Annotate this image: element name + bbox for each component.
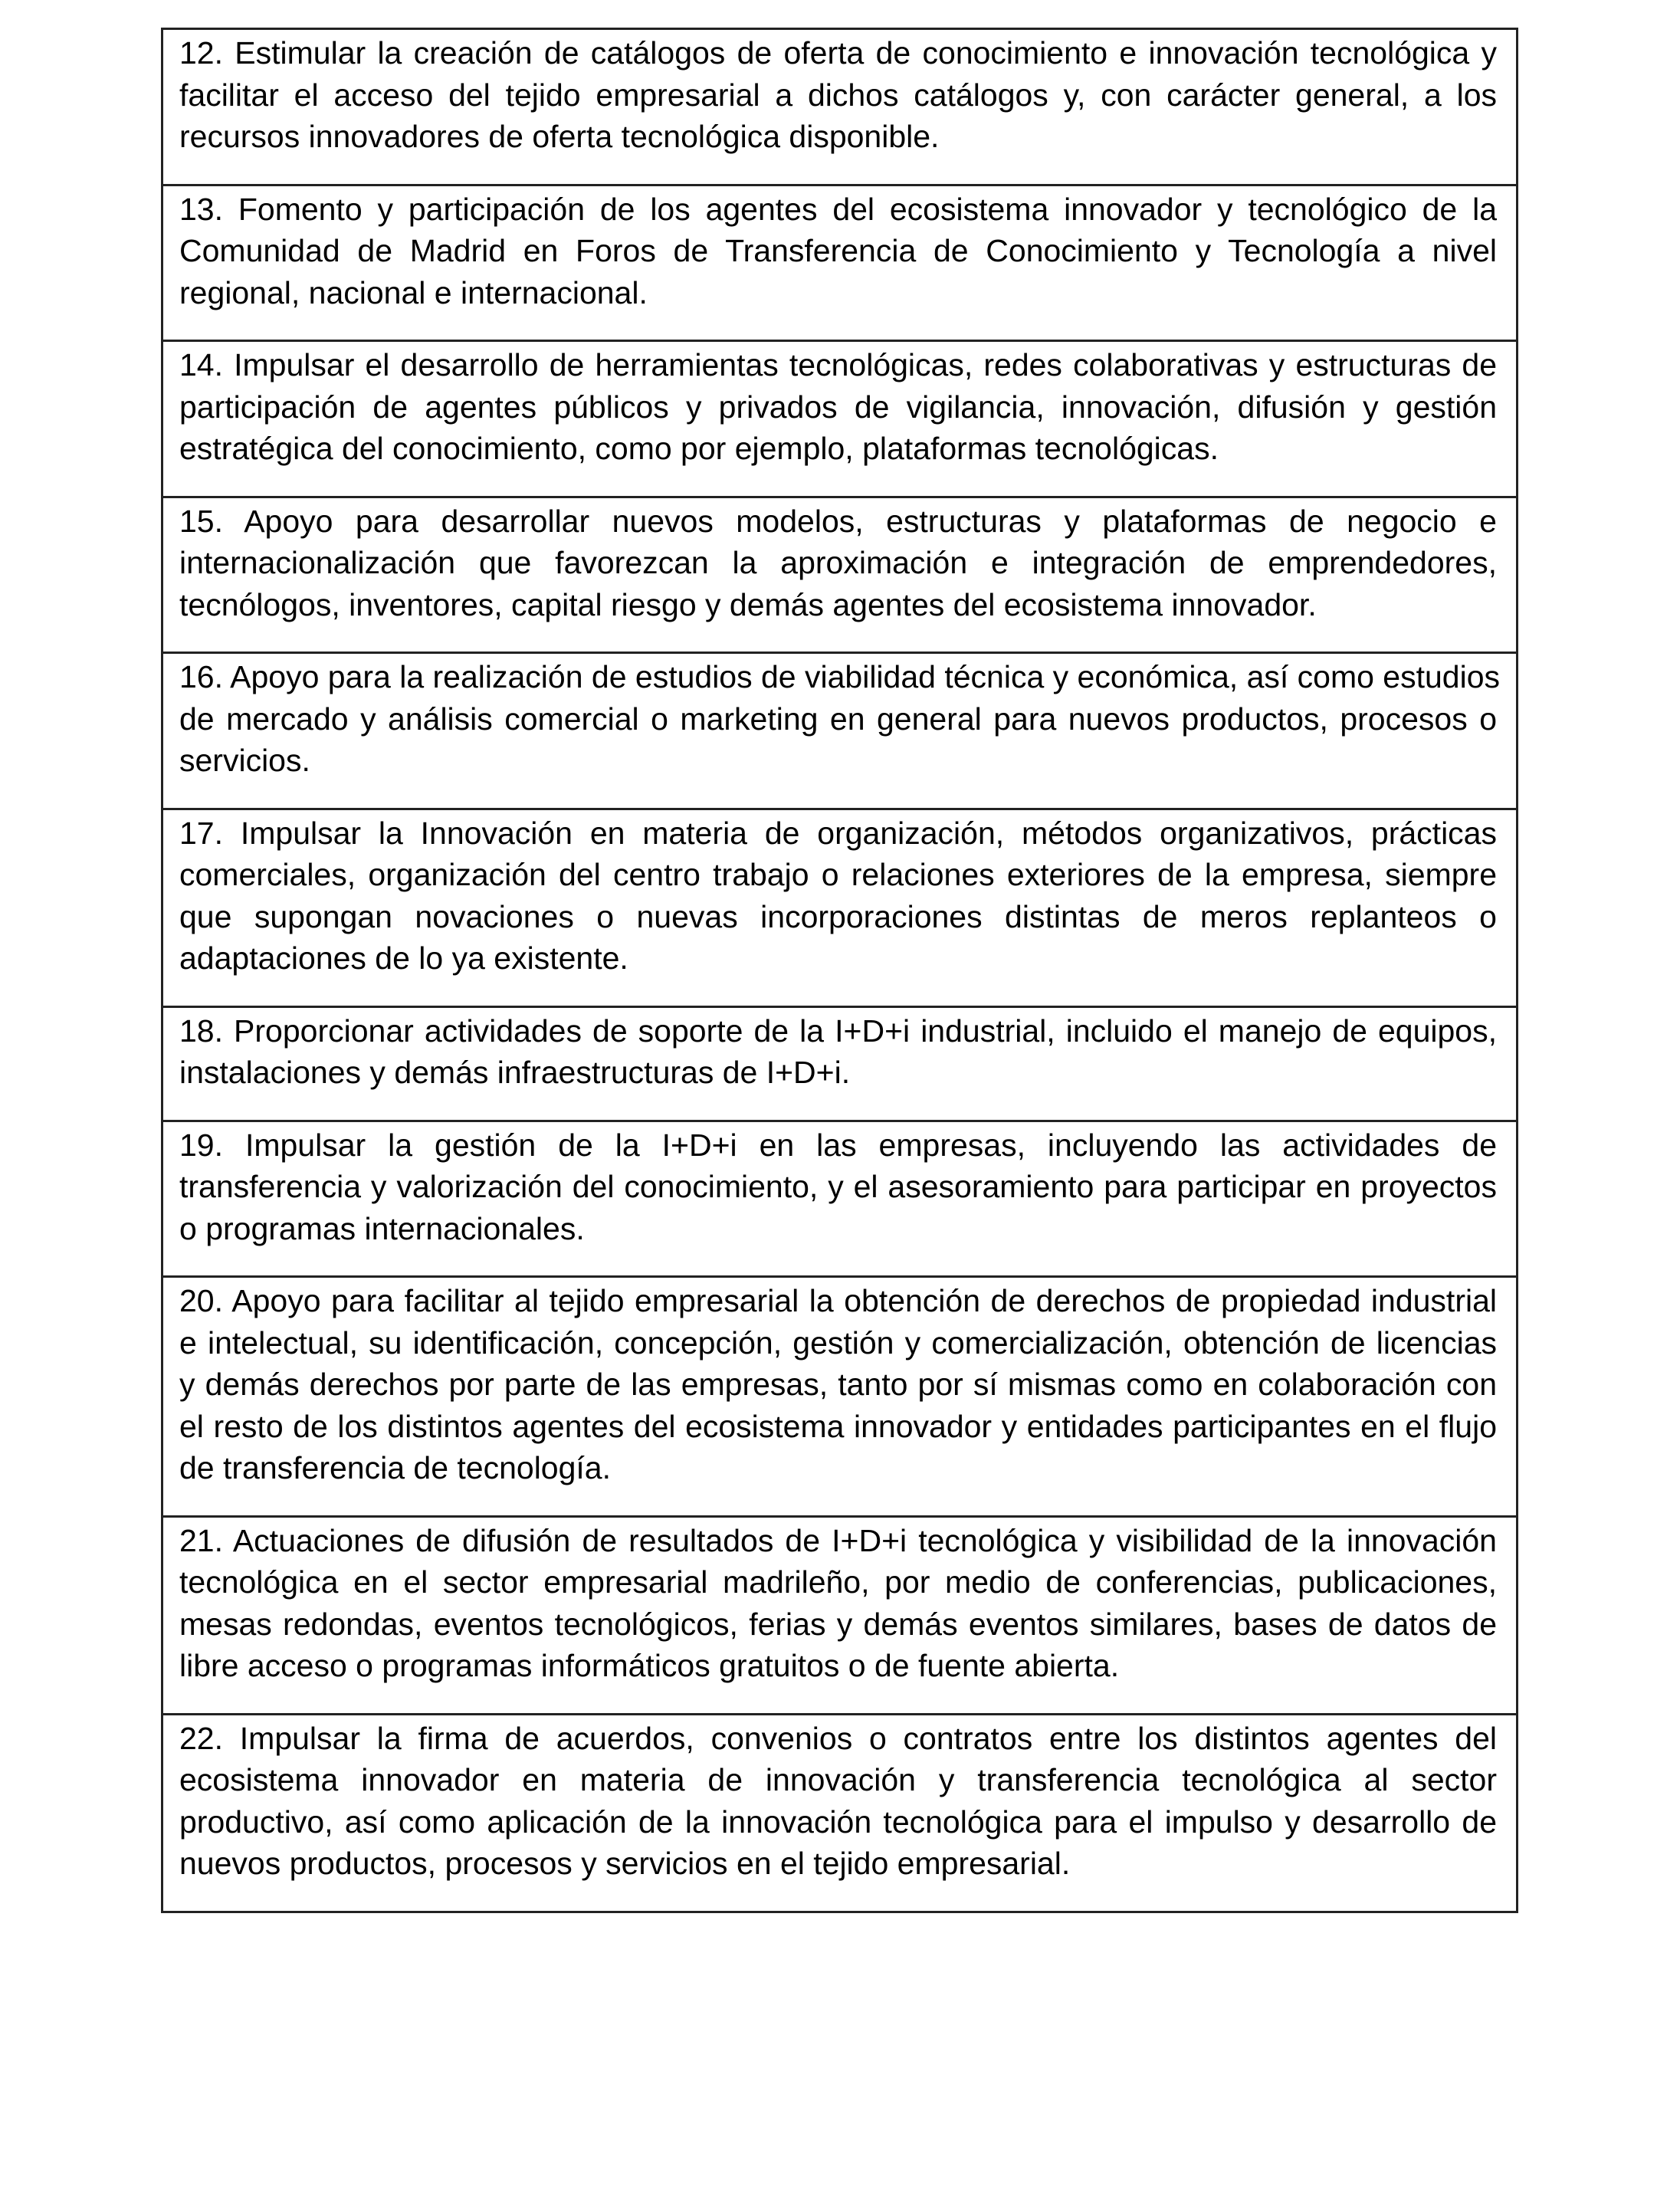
table-row-item-12	[163, 30, 1516, 184]
row-text-line: adaptaciones de lo ya existente.	[179, 940, 628, 976]
row-text-line: transferencia y valorización del conocimiento, y el asesoramiento para participar en proyectos	[179, 1169, 1497, 1204]
table-row-item-17	[163, 808, 1516, 1006]
row-text-line: e intelectual, su identificación, concepción, gestión y comercialización, obtención de licencias	[179, 1324, 1497, 1361]
row-text-line: 21. Actuaciones de difusión de resultados de I+D+i tecnológica y visibilidad de la innovación	[179, 1522, 1497, 1558]
row-text-line: 13. Fomento y participación de los agentes del ecosistema innovador y tecnológico de la	[179, 191, 1497, 227]
table-row-item-13	[163, 184, 1516, 340]
row-text-line: que supongan novaciones o nuevas incorporaciones distintas de meros replanteos o	[179, 898, 1497, 934]
row-text-line: de transferencia de tecnología.	[179, 1450, 611, 1485]
row-text-line: servicios.	[179, 743, 310, 778]
table-row-item-15	[163, 496, 1516, 652]
table-row-item-20	[163, 1275, 1516, 1515]
table-row-item-22	[163, 1713, 1516, 1911]
row-text-line: o programas internacionales.	[179, 1210, 585, 1246]
row-text-line: 16. Apoyo para la realización de estudios de viabilidad técnica y económica, así como estudios	[179, 659, 1501, 694]
row-text-line: facilitar el acceso del tejido empresarial a dichos catálogos y, con carácter general, a los	[179, 77, 1497, 113]
row-text-line: el resto de los distintos agentes del ecosistema innovador y entidades participantes en el flujo	[179, 1408, 1497, 1444]
row-text-line: 17. Impulsar la Innovación en materia de organización, métodos organizativos, prácticas	[179, 815, 1497, 851]
table-row-item-16	[163, 652, 1516, 808]
row-text-line: 14. Impulsar el desarrollo de herramientas tecnológicas, redes colaborativas y estructuras de	[179, 347, 1497, 382]
row-text-line: 20. Apoyo para facilitar al tejido empresarial la obtención de derechos de propiedad industrial	[179, 1283, 1497, 1318]
table-row-item-18	[163, 1006, 1516, 1120]
row-text-line: y demás derechos por parte de las empresas, tanto por sí mismas como en colaboración con	[179, 1367, 1497, 1402]
row-text-line: recursos innovadores de oferta tecnológica disponible.	[179, 119, 940, 154]
row-text-line: mesas redondas, eventos tecnológicos, ferias y demás eventos similares, bases de datos de	[179, 1606, 1497, 1642]
row-text-line: estratégica del conocimiento, como por ejemplo, plataformas tecnológicas.	[179, 431, 1219, 466]
row-text-line: ecosistema innovador en materia de innovación y transferencia tecnológica al sector	[179, 1762, 1497, 1797]
row-text-line: 22. Impulsar la firma de acuerdos, convenios o contratos entre los distintos agentes del	[179, 1720, 1497, 1756]
row-text-line: regional, nacional e internacional.	[179, 274, 648, 310]
row-text-line: Comunidad de Madrid en Foros de Transferencia de Conocimiento y Tecnología a nivel	[179, 233, 1497, 268]
measures-table	[161, 28, 1518, 1913]
row-text-line: 15. Apoyo para desarrollar nuevos modelos, estructuras y plataformas de negocio e	[179, 503, 1497, 539]
table-row-item-21	[163, 1515, 1516, 1713]
row-text-line: 19. Impulsar la gestión de la I+D+i en las empresas, incluyendo las actividades de	[179, 1127, 1497, 1163]
row-text-line: participación de agentes públicos y privados de vigilancia, innovación, difusión y gestión	[179, 389, 1497, 425]
row-text-line: libre acceso o programas informáticos gratuitos o de fuente abierta.	[179, 1648, 1120, 1683]
row-text-line: comerciales, organización del centro trabajo o relaciones exteriores de la empresa, siempre	[179, 857, 1497, 892]
table-row-item-19	[163, 1120, 1516, 1276]
row-text-line: 18. Proporcionar actividades de soporte de la I+D+i industrial, incluido el manejo de equipos,	[179, 1013, 1497, 1049]
table-row-item-14	[163, 340, 1516, 496]
row-text-line: tecnológica en el sector empresarial madrileño, por medio de conferencias, publicaciones,	[179, 1564, 1497, 1600]
row-text-line: 12. Estimular la creación de catálogos de oferta de conocimiento e innovación tecnológica y	[179, 35, 1497, 71]
row-text-line: nuevos productos, procesos y servicios en el tejido empresarial.	[179, 1846, 1071, 1881]
row-text-line: de mercado y análisis comercial o marketing en general para nuevos productos, procesos o	[179, 701, 1497, 737]
row-text-line: productivo, así como aplicación de la innovación tecnológica para el impulso y desarrollo de	[179, 1804, 1497, 1840]
row-text-line: instalaciones y demás infraestructuras de I+D+i.	[179, 1055, 851, 1090]
row-text-line: internacionalización que favorezcan la aproximación e integración de emprendedores,	[179, 545, 1497, 580]
row-text-line: tecnólogos, inventores, capital riesgo y demás agentes del ecosistema innovador.	[179, 586, 1317, 622]
